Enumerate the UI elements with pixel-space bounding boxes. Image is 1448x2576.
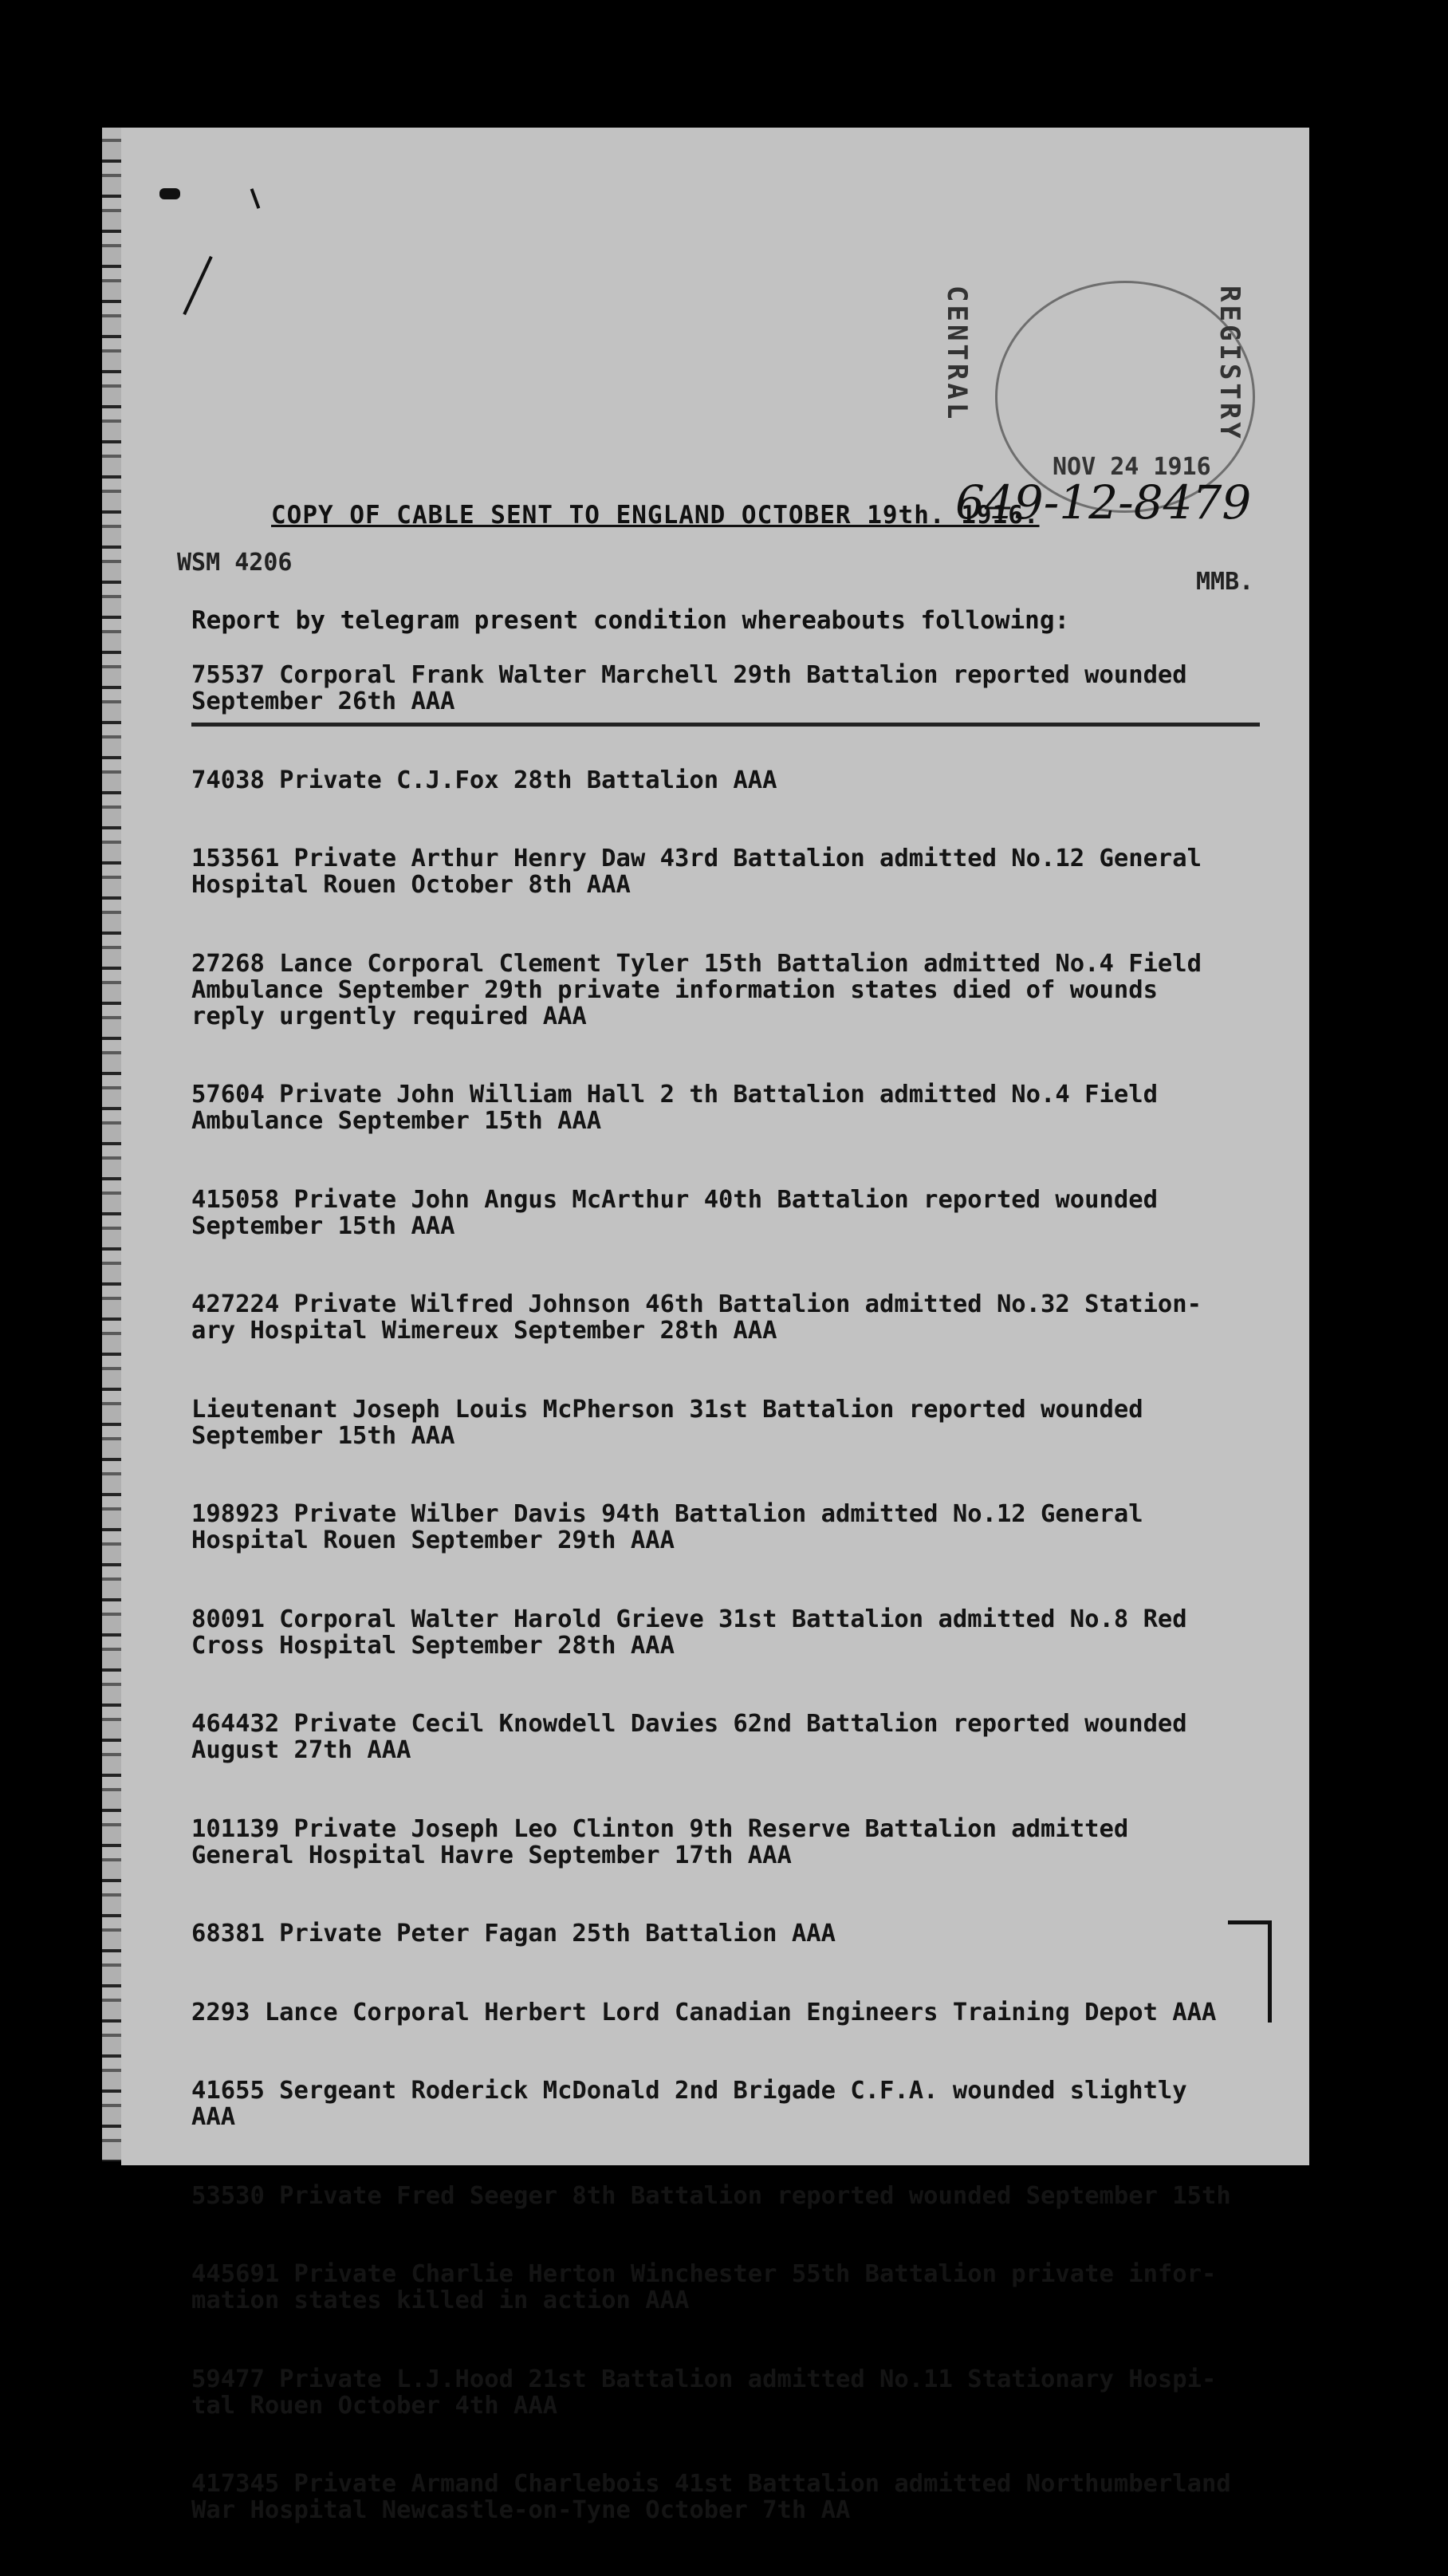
list-item: 198923 Private Wilber Davis 94th Battalion admitted No.12 General Hospital Rouen September 29th AAA [191, 1500, 1143, 1554]
list-item: 59477 Private L.J.Hood 21st Battalion admitted No.11 Stationary Hospi- tal Rouen October 4th AAA [191, 2365, 1217, 2420]
stamp-text-right: REGISTRY [1214, 286, 1245, 442]
initials: MMB. [1196, 568, 1254, 596]
handwritten-reference: 649-12-8479 [955, 475, 1252, 530]
list-item: 464432 Private Cecil Knowdell Davies 62nd Battalion reported wounded August 27th AAA [191, 1710, 1187, 1764]
stamp-text-left: CENTRAL [941, 286, 973, 423]
list-item: 415058 Private John Angus McArthur 40th Battalion reported wounded September 15th AAA [191, 1185, 1158, 1240]
stamp-date: NOV 24 1916 [1053, 453, 1211, 481]
list-item: 101139 Private Joseph Leo Clinton 9th Reserve Battalion admitted General Hospital Havre September 17th AAA [191, 1814, 1129, 1869]
list-item: 57604 Private John William Hall 2 th Battalion admitted No.4 Field Ambulance September 15th AAA [191, 1081, 1158, 1135]
list-item: 53530 Private Fred Seeger 8th Battalion reported wounded September 15th [191, 2181, 1231, 2210]
intro-line: Report by telegram present condition whereabouts following: [191, 606, 1070, 635]
list-item: 2293 Lance Corporal Herbert Lord Canadian Engineers Training Depot AAA [191, 1998, 1217, 2027]
list-item: 68381 Private Peter Fagan 25th Battalion AAA [191, 1920, 836, 1948]
list-item: 74038 Private C.J.Fox 28th Battalion AAA [191, 766, 777, 794]
list-item: 427224 Private Wilfred Johnson 46th Battalion admitted No.32 Station- ary Hospital Wimereux September 28th AAA [191, 1290, 1202, 1345]
list-item: 153561 Private Arthur Henry Daw 43rd Battalion admitted No.12 General Hospital Rouen October 8th AAA [191, 845, 1202, 899]
margin-bracket [1228, 1920, 1269, 1924]
list-item: 417345 Private Armand Charlebois 41st Battalion admitted Northumberland War Hospital Newcastle-on-Tyne October 7th AA [191, 2470, 1231, 2524]
list-item: Lieutenant Joseph Louis McPherson 31st Battalion reported wounded September 15th AAA [191, 1395, 1143, 1450]
list-item: 75537 Corporal Frank Walter Marchell 29th Battalion reported wounded September 26th AAA [191, 661, 1187, 715]
ink-mark [159, 188, 180, 199]
document-title: COPY OF CABLE SENT TO ENGLAND OCTOBER 19th. 1916. [271, 501, 1040, 530]
list-item: 41655 Sergeant Roderick McDonald 2nd Brigade C.F.A. wounded slightly AAA [191, 2077, 1187, 2131]
list-item: 80091 Corporal Walter Harold Grieve 31st Battalion admitted No.8 Red Cross Hospital September 28th AAA [191, 1605, 1187, 1660]
margin-bracket [1268, 1920, 1272, 2023]
list-item: 27268 Lance Corporal Clement Tyler 15th Battalion admitted No.4 Field Ambulance September 29th private information states died of wounds reply urgently required AAA [191, 949, 1202, 1030]
casualty-list [191, 662, 1308, 2576]
list-item: 445691 Private Charlie Herton Winchester 55th Battalion private infor- mation states killed in action AAA [191, 2260, 1217, 2314]
reference-code: WSM 4206 [177, 549, 293, 577]
